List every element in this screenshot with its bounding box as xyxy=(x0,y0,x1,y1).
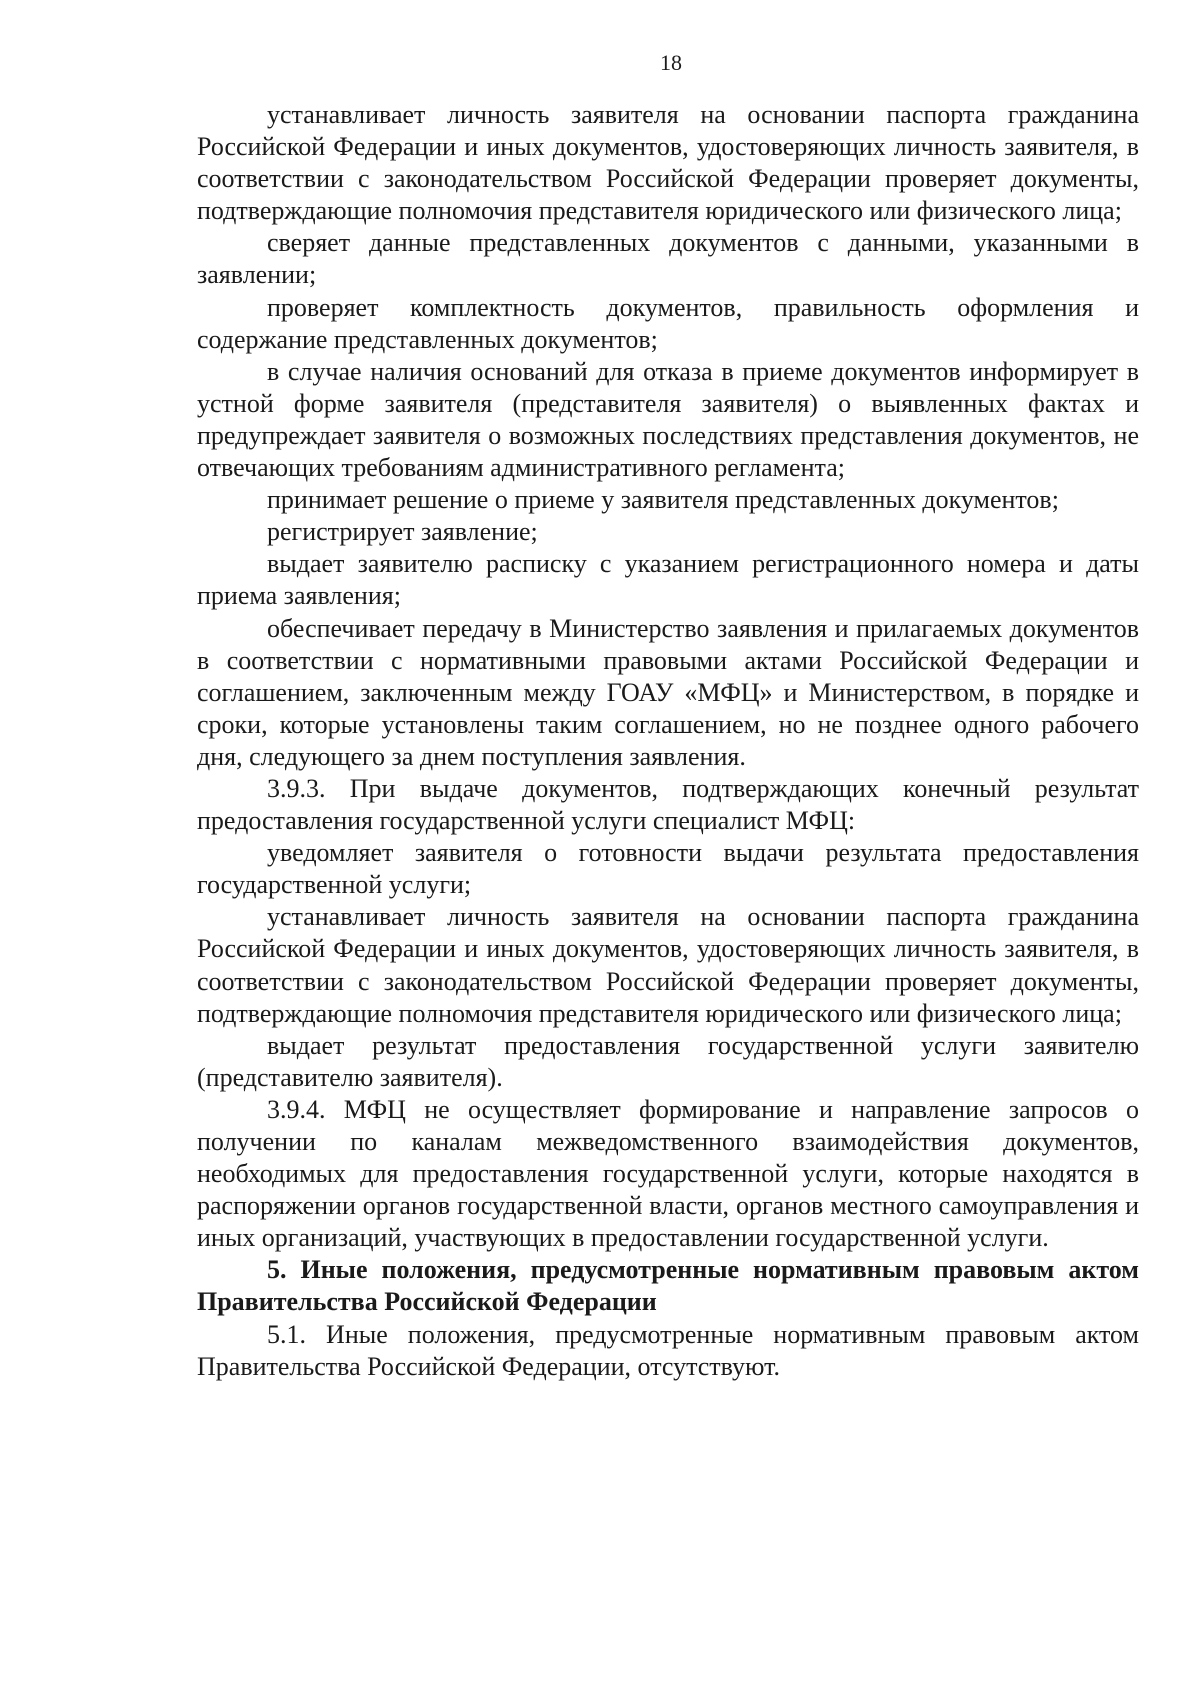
paragraph-refusal-grounds: в случае наличия оснований для отказа в приеме документов информирует в устной форме заявителя (представителя заявителя) о выявленных фактах и предупреждает заявителя о возможных последствиях представления документов, не отвечающих требованиям административного регламента; xyxy=(197,356,1139,483)
paragraph-acceptance-decision: принимает решение о приеме у заявителя представленных документов; xyxy=(267,485,1059,515)
page-number: 18 xyxy=(660,50,682,75)
paragraph-identity-check-1: устанавливает личность заявителя на основании паспорта гражданина Российской Федерации и иных документов, удостоверяющих личность заявителя, в соответствии с законодательством Российской Федерации проверяет документы, подтверждающие полномочия представителя юридического или физического лица; xyxy=(197,100,1139,226)
section-5-heading: 5. Иные положения, предусмотренные нормативным правовым актом Правительства Российской Федерации xyxy=(197,1255,1139,1317)
paragraph-identity-check-2: устанавливает личность заявителя на основании паспорта гражданина Российской Федерации и иных документов, удостоверяющих личность заявителя, в соответствии с законодательством Российской Федерации проверяет документы, подтверждающие полномочия представителя юридического или физического лица; xyxy=(197,902,1139,1028)
paragraph-section-5-1: 5.1. Иные положения, предусмотренные нормативным правовым актом Правительства Российской Федерации, отсутствуют. xyxy=(197,1319,1139,1381)
paragraph-issue-result: выдает результат предоставления государственной услуги заявителю (представителю заявителя). xyxy=(197,1030,1139,1092)
paragraph-section-3-9-3: 3.9.3. При выдаче документов, подтверждающих конечный результат предоставления государственной услуги специалист МФЦ: xyxy=(197,773,1139,836)
paragraph-registration: регистрирует заявление; xyxy=(267,517,538,547)
paragraph-completeness-check: проверяет комплектность документов, правильность оформления и содержание представленных документов; xyxy=(197,292,1139,354)
document-body xyxy=(197,99,1139,1383)
paragraph-transfer-to-ministry: обеспечивает передачу в Министерство заявления и прилагаемых документов в соответствии с нормативными правовыми актами Российской Федерации и соглашением, заключенным между ГОАУ «МФЦ» и Министерством, в порядке и сроки, которые установлены таким соглашением, но не позднее одного рабочего дня, следующего за днем поступления заявления. xyxy=(197,613,1139,771)
paragraph-data-verification: сверяет данные представленных документов с данными, указанными в заявлении; xyxy=(197,228,1139,290)
paragraph-section-3-9-4: 3.9.4. МФЦ не осуществляет формирование и направление запросов о получении по каналам межведомственного взаимодействия документов, необходимых для предоставления государственной услуги, которые находятся в распоряжении органов государственной власти, органов местного самоуправления и иных организаций, участвующих в предоставлении государственной услуги. xyxy=(197,1094,1139,1253)
paragraph-notify-applicant: уведомляет заявителя о готовности выдачи результата предоставления государственной услуги; xyxy=(197,838,1139,900)
paragraph-receipt: выдает заявителю расписку с указанием регистрационного номера и даты приема заявления; xyxy=(197,549,1139,611)
